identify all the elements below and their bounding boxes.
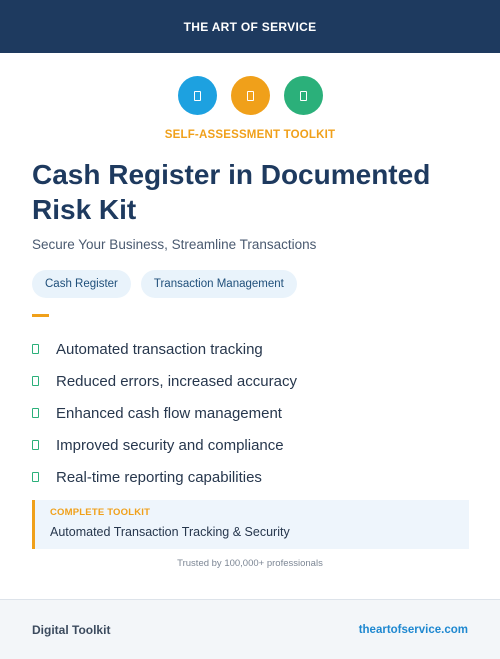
feature-label: Automated transaction tracking <box>56 340 263 358</box>
accent-divider <box>32 314 49 317</box>
feature-item <box>32 429 297 461</box>
footer <box>0 599 500 659</box>
check-icon <box>32 440 39 450</box>
brand-title: THE ART OF SERVICE <box>183 19 317 34</box>
feature-item <box>32 397 297 429</box>
page-subtitle: Secure Your Business, Streamline Transactions <box>32 237 317 252</box>
toolkit-kicker: SELF-ASSESSMENT TOOLKIT <box>164 129 336 141</box>
trusted-note: Trusted by 100,000+ professionals <box>177 558 323 569</box>
page-title: Cash Register in Documented Risk Kit <box>32 159 431 225</box>
icon-row <box>0 76 500 115</box>
feature-list <box>32 333 297 493</box>
feature-item <box>32 365 297 397</box>
top-banner <box>0 0 500 53</box>
callout-kicker: COMPLETE TOOLKIT <box>50 507 151 518</box>
feature-label: Real-time reporting capabilities <box>56 468 262 486</box>
check-icon <box>32 344 39 354</box>
feature-item <box>32 461 297 493</box>
feature-label: Improved security and compliance <box>56 436 284 454</box>
document-icon-circle-blue <box>178 76 217 115</box>
feature-label: Enhanced cash flow management <box>56 404 282 422</box>
document-icon-circle-orange <box>231 76 270 115</box>
check-icon <box>32 472 39 482</box>
tag-cash-register[interactable]: Cash Register <box>32 270 131 298</box>
complete-toolkit-callout <box>32 500 469 549</box>
document-icon-circle-green <box>284 76 323 115</box>
footer-label: Digital Toolkit <box>32 622 111 637</box>
tag-transaction-management[interactable]: Transaction Management <box>141 270 297 298</box>
callout-text: Automated Transaction Tracking & Security <box>50 525 290 539</box>
feature-label: Reduced errors, increased accuracy <box>56 372 297 390</box>
tag-list <box>32 270 297 298</box>
check-icon <box>32 408 39 418</box>
document-icon <box>194 91 201 101</box>
feature-item <box>32 333 297 365</box>
document-icon <box>247 91 254 101</box>
website-link[interactable]: theartofservice.com <box>358 623 468 636</box>
document-icon <box>300 91 307 101</box>
check-icon <box>32 376 39 386</box>
